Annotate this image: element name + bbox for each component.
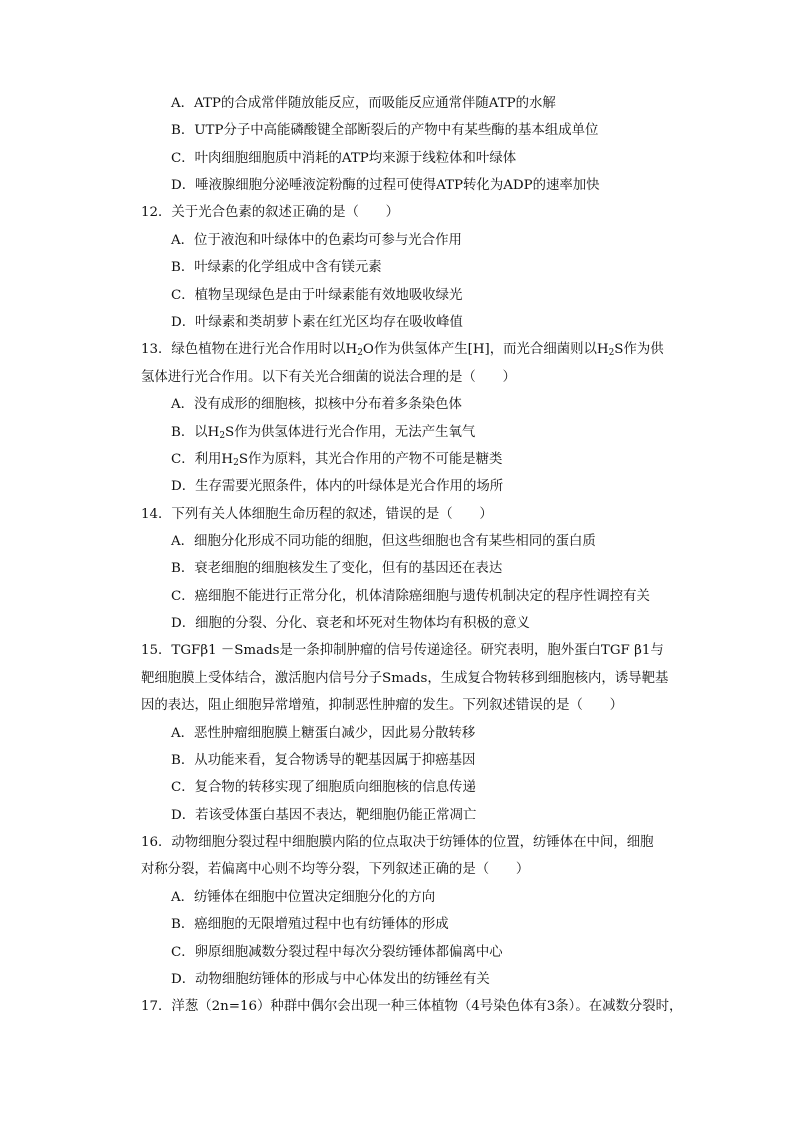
q11-option-b: B．UTP分子中高能磷酸键全部断裂后的产物中有某些酶的基本组成单位 — [171, 123, 599, 138]
q15-stem-line1: 15．TGFβ1 －Smads是一条抑制肿瘤的信号传递途径。研究表明，胞外蛋白TGF β1与 — [141, 643, 664, 658]
q17-stem-line1: 17．洋葱（2n=16）种群中偶尔会出现一种三体植物（4号染色体有3条）。在减数分裂时， — [141, 999, 683, 1014]
q13-stem-line2: 氢体进行光合作用。以下有关光合细菌的说法合理的是（ ） — [141, 370, 516, 385]
q14-option-d: D．细胞的分裂、分化、衰老和坏死对生物体均有积极的意义 — [171, 616, 530, 631]
q15-option-c: C．复合物的转移实现了细胞质向细胞核的信息传递 — [171, 780, 476, 795]
q13-option-c: C．利用$H_2S$作为原料，其光合作用的产物不可能是糖类 — [171, 452, 503, 468]
q11-option-a: A．ATP的合成常伴随放能反应，而吸能反应通常伴随ATP的水解 — [171, 96, 556, 111]
q12-option-d: D．叶绿素和类胡萝卜素在红光区均存在吸收峰值 — [171, 315, 463, 330]
q15-option-b: B．从功能来看，复合物诱导的靶基因属于抑癌基因 — [171, 753, 476, 768]
q13-option-d: D．生存需要光照条件，体内的叶绿体是光合作用的场所 — [171, 479, 504, 494]
q16-stem-line1: 16．动物细胞分裂过程中细胞膜内陷的位点取决于纺锤体的位置，纺锤体在中间，细胞 — [141, 835, 654, 850]
q15-option-d: D．若该受体蛋白基因不表达，靶细胞仍能正常凋亡 — [171, 808, 477, 823]
q13-stem-line1: 13．绿色植物在进行光合作用时以$H_2O$作为供氢体产生[H]，而光合细菌则以$H_2S$作为供 — [141, 342, 664, 358]
q16-option-a: A．纺锤体在细胞中位置决定细胞分化的方向 — [171, 890, 436, 905]
q14-option-b: B．衰老细胞的细胞核发生了变化，但有的基因还在表达 — [171, 561, 503, 576]
q13-option-b: B．以$H_2S$作为供氢体进行光合作用，无法产生氧气 — [171, 425, 476, 441]
q12-option-c: C．植物呈现绿色是由于叶绿素能有效地吸收绿光 — [171, 288, 463, 303]
q14-stem: 14．下列有关人体细胞生命历程的叙述，错误的是（ ） — [141, 507, 493, 522]
q16-option-c: C．卵原细胞减数分裂过程中每次分裂纺锤体都偏离中心 — [171, 945, 503, 960]
q14-option-a: A．细胞分化形成不同功能的细胞，但这些细胞也含有某些相同的蛋白质 — [171, 534, 596, 549]
q16-stem-line2: 对称分裂，若偏离中心则不均等分裂，下列叙述正确的是（ ） — [141, 862, 530, 877]
q11-option-d: D．唾液腺细胞分泌唾液淀粉酶的过程可使得ATP转化为ADP的速率加快 — [171, 178, 600, 193]
q12-stem: 12．关于光合色素的叙述正确的是（ ） — [141, 205, 400, 220]
q12-option-b: B．叶绿素的化学组成中含有镁元素 — [171, 260, 382, 275]
q16-option-d: D．动物细胞纺锤体的形成与中心体发出的纺锤丝有关 — [171, 972, 490, 987]
q13-option-a: A．没有成形的细胞核，拟核中分布着多条染色体 — [171, 397, 462, 412]
q11-option-c: C．叶肉细胞细胞质中消耗的ATP均来源于线粒体和叶绿体 — [171, 151, 517, 166]
q15-stem-line2: 靶细胞膜上受体结合，激活胞内信号分子Smads，生成复合物转移到细胞核内，诱导靶基 — [141, 671, 669, 686]
q15-option-a: A．恶性肿瘤细胞膜上糖蛋白减少，因此易分散转移 — [171, 726, 476, 741]
q12-option-a: A．位于液泡和叶绿体中的色素均可参与光合作用 — [171, 233, 462, 248]
q14-option-c: C．癌细胞不能进行正常分化，机体清除癌细胞与遗传机制决定的程序性调控有关 — [171, 589, 650, 604]
q16-option-b: B．癌细胞的无限增殖过程中也有纺锤体的形成 — [171, 917, 449, 932]
q15-stem-line3: 因的表达，阻止细胞异常增殖，抑制恶性肿瘤的发生。下列叙述错误的是（ ） — [141, 698, 624, 713]
